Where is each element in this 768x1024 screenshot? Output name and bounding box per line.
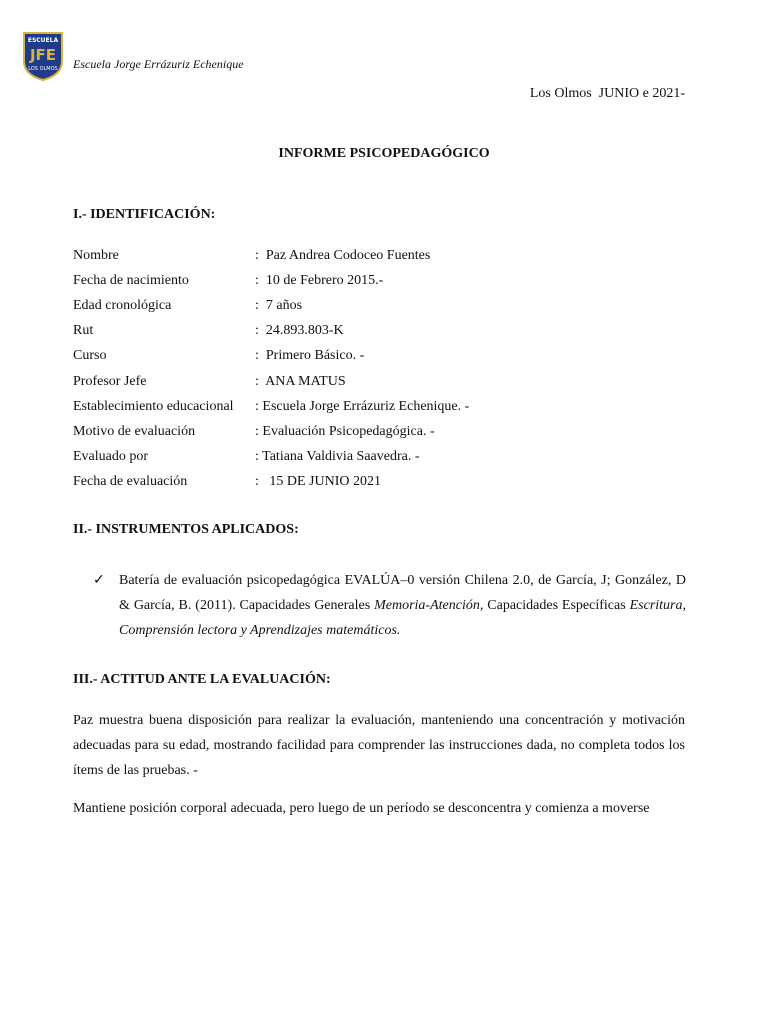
checkmark-icon: ✓ — [93, 573, 105, 588]
date-line: Los Olmos JUNIO e 2021- — [529, 86, 685, 101]
id-row-course — [73, 344, 469, 369]
id-label: Edad cronológica — [73, 297, 172, 313]
id-row-name — [73, 243, 469, 268]
instrument-text-italic: Memoria-Atención, — [374, 598, 484, 613]
attitude-paragraph-1: Paz muestra buena disposición para realizar la evaluación, manteniendo una concentración y motivación adecuadas para su edad, mostrando facilidad para comprender las instrucciones dada, no completa todos los ítems de las pruebas. - — [73, 713, 685, 778]
id-row-teacher — [73, 369, 469, 394]
id-value: : 15 DE JUNIO 2021 — [255, 474, 381, 490]
document-title: INFORME PSICOPEDAGÓGICO — [278, 146, 490, 161]
id-value: : Paz Andrea Codoceo Fuentes — [255, 247, 431, 263]
id-row-evaluator — [73, 445, 469, 470]
id-row-eval-date — [73, 470, 469, 495]
school-logo-icon — [22, 31, 64, 81]
id-row-birthdate — [73, 268, 469, 293]
school-name-header: Escuela Jorge Errázuriz Echenique — [73, 57, 244, 71]
id-value: : Evaluación Psicopedagógica. - — [255, 423, 435, 439]
instrument-bullet — [93, 568, 686, 643]
id-value: : 24.893.803-K — [255, 323, 344, 339]
id-label: Establecimiento educacional — [73, 398, 234, 414]
id-value: : Escuela Jorge Errázuriz Echenique. - — [255, 398, 470, 414]
id-label: Fecha de evaluación — [73, 474, 188, 490]
instrument-text-part: Capacidades Específicas — [483, 598, 630, 613]
id-value: : ANA MATUS — [255, 373, 346, 389]
logo-text-top: ESCUELA — [27, 37, 59, 44]
id-value: : Tatiana Valdivia Saavedra. - — [255, 449, 420, 465]
section-identification-heading: I.- IDENTIFICACIÓN: — [73, 207, 216, 222]
logo-text-mid: JFE — [29, 46, 57, 64]
id-label: Evaluado por — [73, 449, 149, 465]
id-label: Fecha de nacimiento — [73, 272, 189, 288]
id-value: : 10 de Febrero 2015.- — [255, 272, 384, 288]
id-value: : Primero Básico. - — [255, 348, 365, 364]
section-instruments-heading: II.- INSTRUMENTOS APLICADOS: — [73, 522, 299, 537]
instrument-text-part: Batería de evaluación psicopedagógica EVALÚA–0 versión Chilena 2.0, de García, J; González, D & García, B. (2011). Capacidades Generales — [119, 573, 686, 613]
id-value: : 7 años — [255, 297, 303, 313]
id-row-age — [73, 293, 469, 318]
identification-table — [73, 243, 469, 495]
id-row-rut — [73, 319, 469, 344]
id-row-reason — [73, 419, 469, 444]
instrument-text-italic: Escritura, Comprensión lectora y Aprendizajes matemáticos. — [119, 598, 686, 638]
id-label: Profesor Jefe — [73, 373, 147, 389]
id-label: Rut — [73, 323, 94, 339]
id-row-school — [73, 394, 469, 419]
id-label: Motivo de evaluación — [73, 423, 196, 439]
attitude-paragraph-2: Mantiene posición corporal adecuada, pero luego de un período se desconcentra y comienza a moverse — [73, 801, 650, 816]
instrument-text — [96, 568, 686, 643]
section-attitude-heading: III.- ACTITUD ANTE LA EVALUACIÓN: — [73, 672, 331, 687]
id-label: Nombre — [73, 247, 119, 263]
logo-text-bottom: LOS OLMOS — [28, 66, 58, 72]
id-label: Curso — [73, 348, 107, 364]
